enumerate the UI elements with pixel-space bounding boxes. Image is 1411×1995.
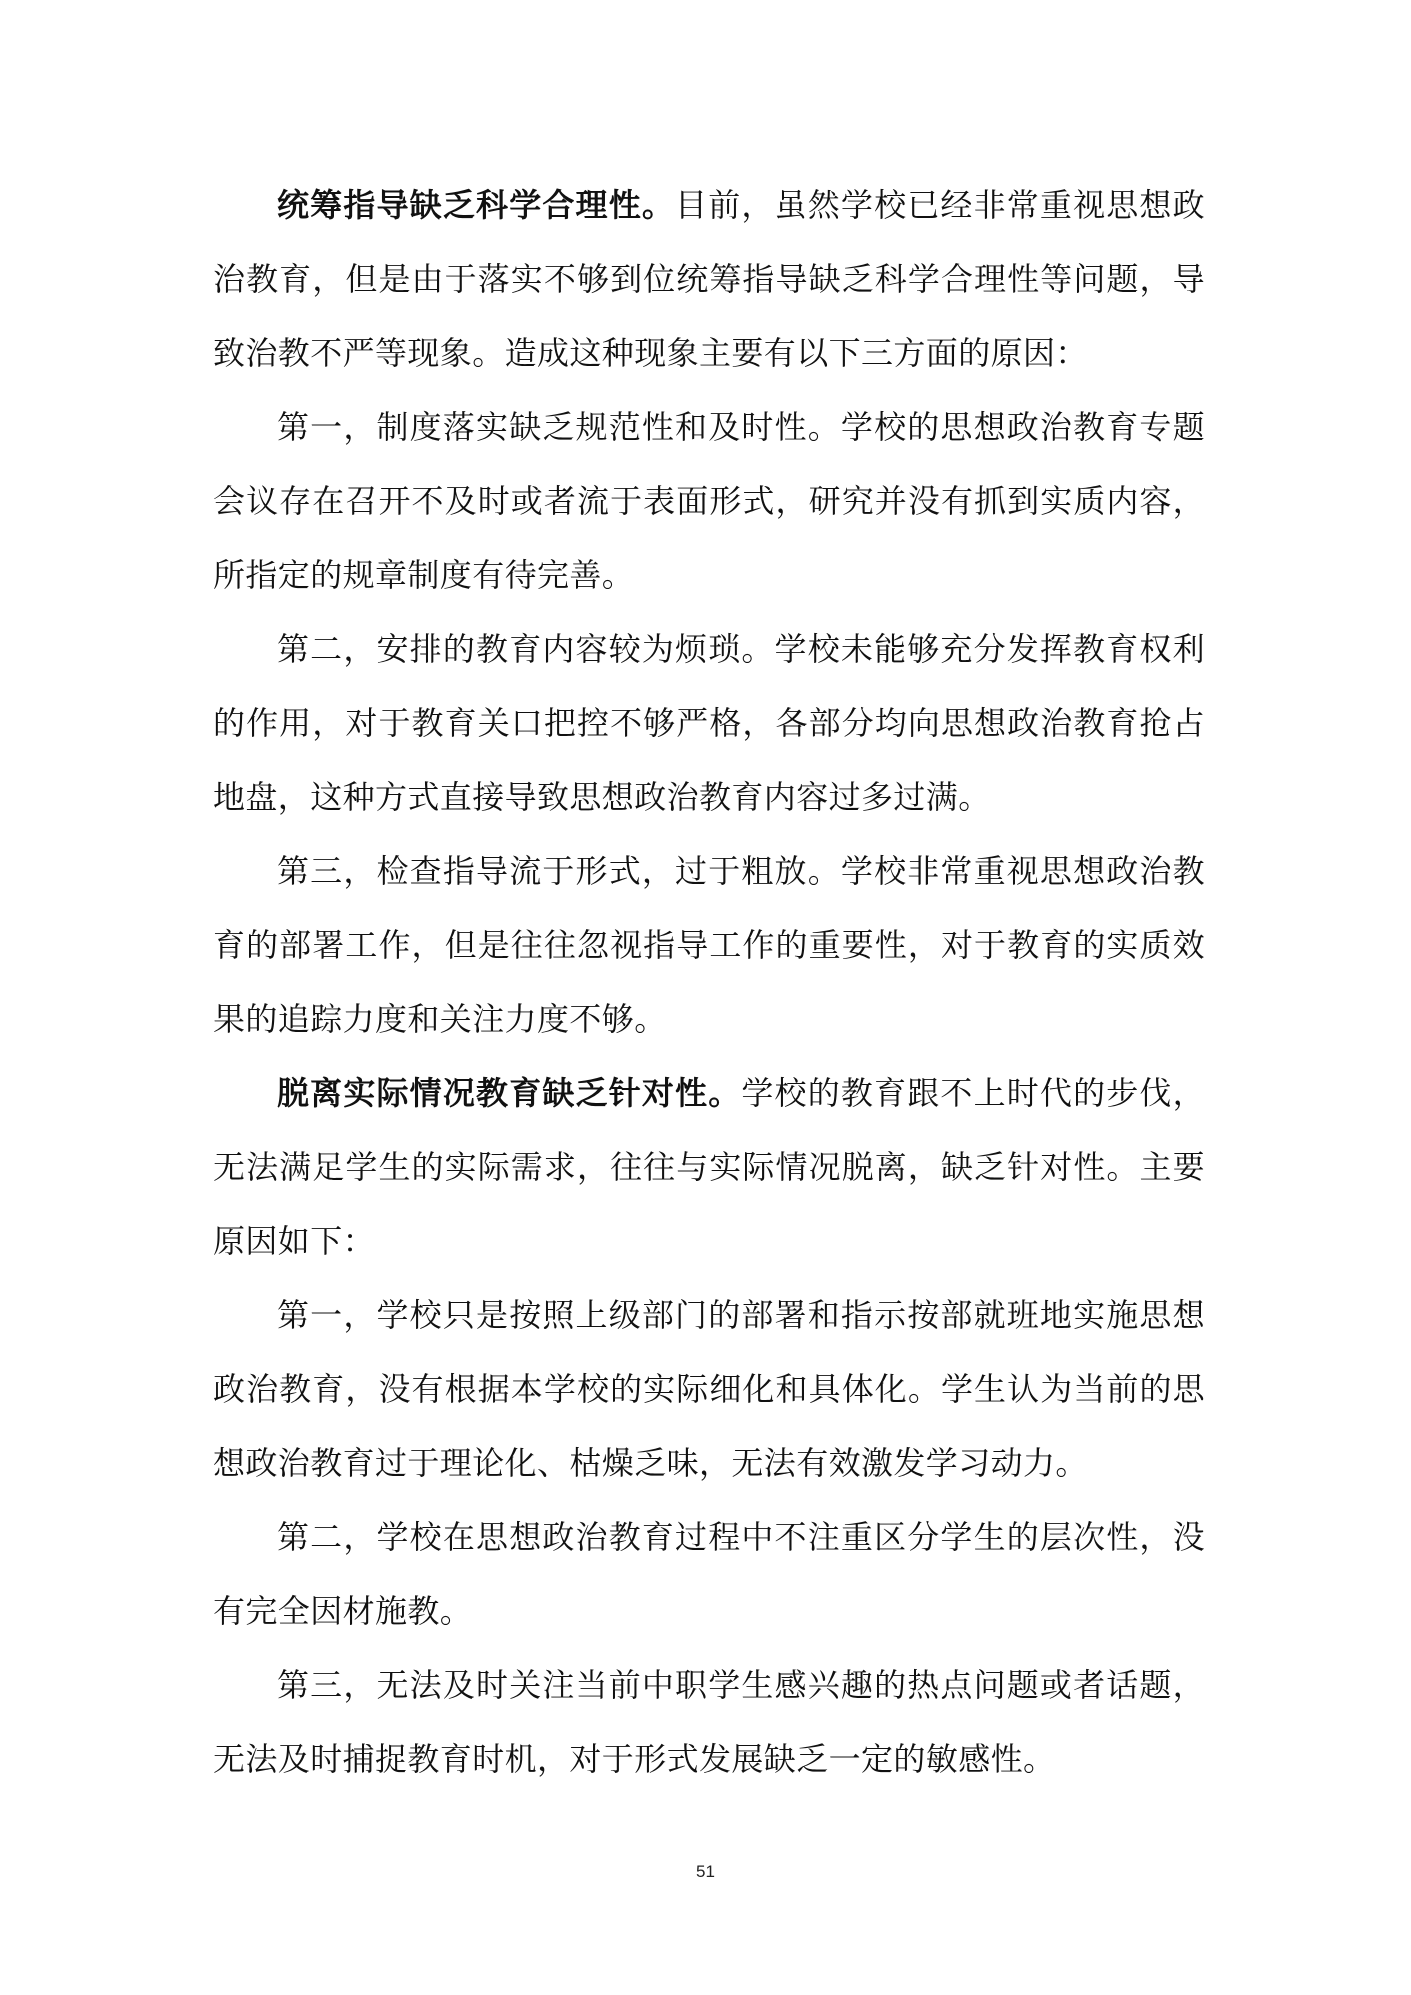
paragraph-7 <box>213 1500 1205 1648</box>
paragraph-5-heading: 脱离实际情况教育缺乏针对性。 <box>277 1074 742 1112</box>
paragraph-1-text: 目前，虽然学校已经非常重视思想政治教育，但是由于落实不够到位统筹指导缺乏科学合理性等问题，导致治教不严等现象。造成这种现象主要有以下三方面的原因： <box>213 186 1205 372</box>
paragraph-6-text: 第一，学校只是按照上级部门的部署和指示按部就班地实施思想政治教育，没有根据本学校的实际细化和具体化。学生认为当前的思想政治教育过于理论化、枯燥乏味，无法有效激发学习动力。 <box>213 1296 1205 1482</box>
page-number: 51 <box>696 1862 715 1881</box>
paragraph-3 <box>213 612 1205 834</box>
paragraph-3-text: 第二，安排的教育内容较为烦琐。学校未能够充分发挥教育权利的作用，对于教育关口把控不够严格，各部分均向思想政治教育抢占地盘，这种方式直接导致思想政治教育内容过多过满。 <box>213 630 1205 816</box>
paragraph-1-heading: 统筹指导缺乏科学合理性。 <box>277 186 676 224</box>
paragraph-2 <box>213 390 1205 612</box>
document-body <box>213 168 1205 1796</box>
paragraph-4-text: 第三，检查指导流于形式，过于粗放。学校非常重视思想政治教育的部署工作，但是往往忽视指导工作的重要性，对于教育的实质效果的追踪力度和关注力度不够。 <box>213 852 1205 1038</box>
paragraph-5-text: 学校的教育跟不上时代的步伐，无法满足学生的实际需求，往往与实际情况脱离，缺乏针对性。主要原因如下： <box>213 1074 1205 1260</box>
paragraph-1 <box>213 168 1205 390</box>
paragraph-4 <box>213 834 1205 1056</box>
paragraph-8 <box>213 1648 1205 1796</box>
paragraph-6 <box>213 1278 1205 1500</box>
paragraph-8-text: 第三，无法及时关注当前中职学生感兴趣的热点问题或者话题，无法及时捕捉教育时机，对于形式发展缺乏一定的敏感性。 <box>213 1666 1205 1778</box>
paragraph-2-text: 第一，制度落实缺乏规范性和及时性。学校的思想政治教育专题会议存在召开不及时或者流于表面形式，研究并没有抓到实质内容，所指定的规章制度有待完善。 <box>213 408 1205 594</box>
paragraph-7-text: 第二，学校在思想政治教育过程中不注重区分学生的层次性，没有完全因材施教。 <box>213 1518 1205 1630</box>
paragraph-5 <box>213 1056 1205 1278</box>
